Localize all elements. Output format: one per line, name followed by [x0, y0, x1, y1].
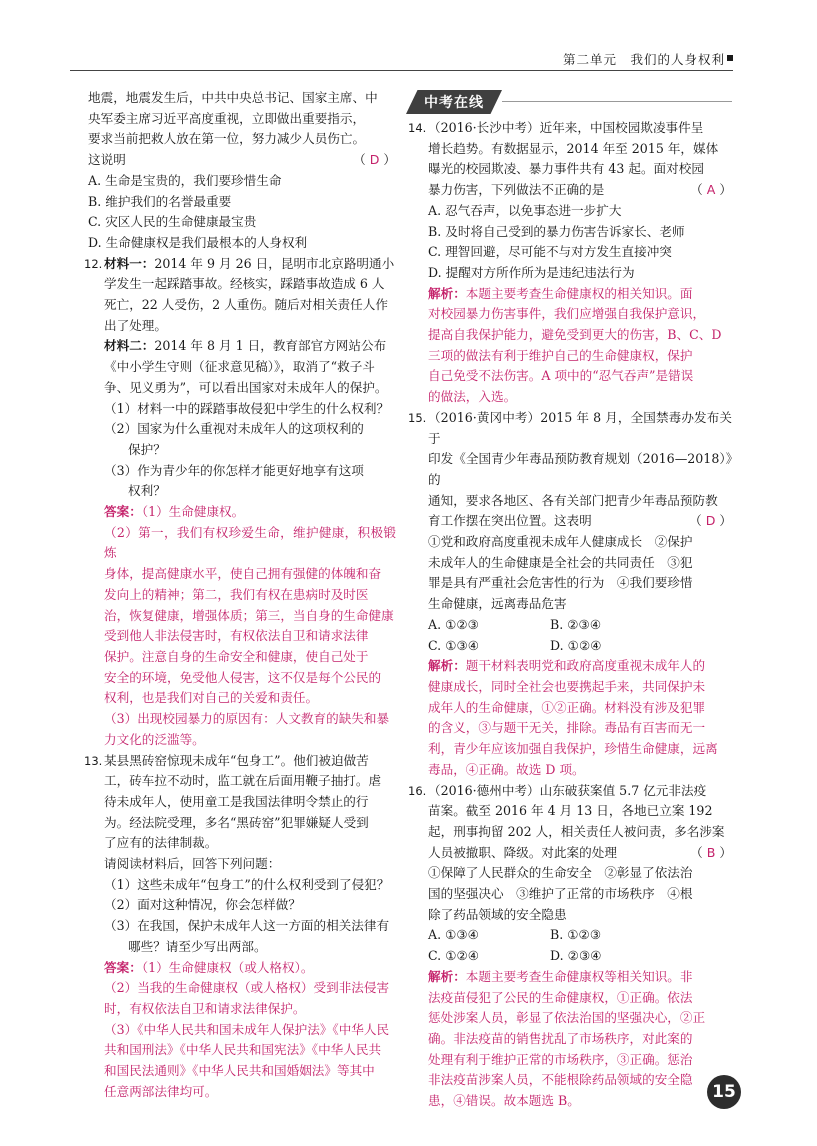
page-number: 15 — [707, 1075, 741, 1109]
q12-material-1-line: 死亡，22 人受伤，2 人重伤。随后对相关责任人作 — [104, 297, 388, 313]
q14-line: 曝光的校园欺凌、暴力事件共有 43 起。面对校园 — [428, 161, 704, 177]
q16-line: （2016·德州中考）山东破获案值 5.7 亿元非法疫 — [428, 782, 707, 798]
q14-answer: A — [706, 182, 716, 198]
q12-answer-label: 答案： — [104, 504, 142, 520]
q12-material-2-line — [104, 336, 396, 357]
q15-line: （2016·黄冈中考）2015 年 8 月，全国禁毒办发布关于 — [428, 409, 732, 446]
q11-stem-text: 这说明 — [88, 152, 126, 168]
q15-number: 15. — [408, 410, 427, 425]
q14-option-a: A. 忍气吞声，以免事态进一步扩大 — [428, 202, 622, 218]
q12-material-2-text: 2014 年 8 月 1 日，教育部官方网站公布 — [154, 338, 387, 354]
q13-sub-question: （3）在我国，保护未成年人这一方面的相关法律有 — [104, 918, 390, 934]
q16-options-row — [428, 925, 732, 946]
q13-line: 工，砖车拉不动时，监工就在后面用鞭子抽打。虐 — [104, 773, 382, 789]
question-12 — [84, 254, 396, 751]
q16-answer: B — [706, 844, 716, 860]
q14-explain-line: 提高自我保护能力，避免受到更大的伤害，B、C、D — [428, 327, 722, 343]
q13-sub-question: （2）面对这种情况，你会怎样做？ — [104, 897, 301, 913]
q14-option-c: C. 理智回避，尽可能不与对方发生直接冲突 — [428, 244, 672, 260]
q12-answer-line: （2）第一，我们有权珍爱生命，维护健康，积极锻炼 — [104, 524, 396, 561]
q13-number: 13. — [84, 753, 103, 768]
q11-line: 要求当前把救人放在第一位，努力减少人员伤亡。 — [88, 131, 366, 147]
q16-number: 16. — [408, 783, 427, 798]
q13-answer-text: （1）生命健康权（或人格权）。 — [141, 959, 314, 975]
q15-explain-line: 健康成长，同时全社会也要携起手来，共同保护未 — [428, 678, 706, 694]
q12-answer-line: 身体，提高健康水平，使自己拥有强健的体魄和奋 — [104, 566, 382, 582]
q16-statement: ①保障了人民群众的生命安全 ②彰显了依法治 — [428, 865, 693, 881]
q16-stem-text: 人员被撤职、降级。对此案的处理 — [428, 844, 617, 860]
q13-answer-line: 和国民法通则》《中华人民共和国婚姻法》等其中 — [104, 1063, 375, 1079]
q12-material-1-text: 2014 年 9 月 26 日，昆明市北京路明通小 — [154, 255, 395, 271]
q14-option-b: B. 及时将自己受到的暴力伤害告诉家长、老师 — [428, 223, 685, 239]
q16-answer-paren: （ B ） — [690, 844, 732, 860]
q16-explain-text: 本题主要考查生命健康权等相关知识。非 — [465, 968, 693, 984]
q14-explain-line: 对校园暴力伤害事件，我们应增强自我保护意识， — [428, 306, 706, 322]
q12-material-2-label: 材料二： — [104, 338, 155, 354]
question-14 — [408, 118, 732, 408]
q13-answer-line: （3）《中华人民共和国未成年人保护法》《中华人民 — [104, 1021, 390, 1037]
q15-statement: 未成年人的生命健康是全社会的共同责任 ③犯 — [428, 554, 693, 570]
q15-options-row — [428, 636, 732, 657]
q11-stem-end — [88, 150, 396, 171]
q12-sub-question: （2）国家为什么重视对未成年人的这项权利的 — [104, 421, 364, 437]
q11-option-b: B. 维护我们的名誉最重要 — [88, 193, 232, 209]
header-square-icon — [727, 55, 733, 61]
question-16 — [408, 781, 732, 1112]
q14-stem-end — [428, 180, 732, 201]
header-rule — [70, 70, 733, 71]
q12-answer-line: 保护。注意自身的生命安全和健康，使自己处于 — [104, 648, 369, 664]
q15-explain-line: 的含义，③与题干无关，排除。毒品有百害而无一 — [428, 720, 706, 736]
q16-option-c: C. ①②④ — [428, 948, 480, 964]
q11-option-a: A. 生命是宝贵的，我们要珍惜生命 — [88, 172, 282, 188]
q13-line: 请阅读材料后，回答下列问题： — [104, 856, 281, 872]
q15-explain-line: 成年人的生命健康，①②正确。材料没有涉及犯罪 — [428, 699, 706, 715]
q13-line: 为。经法院受理，多名“黑砖窑”犯罪嫌疑人受到 — [104, 814, 369, 830]
q12-material-1-line — [104, 254, 396, 275]
header-unit-title: 第二单元 我们的人身权利 — [562, 52, 725, 67]
q15-stem-text: 育工作摆在突出位置。这表明 — [428, 513, 592, 529]
q13-line: 某县黑砖窑惊现未成年“包身工”。他们被迫做苦 — [104, 752, 369, 768]
q12-sub-question-cont: 权利？ — [128, 483, 166, 499]
question-15 — [408, 408, 732, 781]
q15-explain-text: 题干材料表明党和政府高度重视未成年人的 — [465, 658, 706, 674]
q15-option-b: B. ②③④ — [550, 616, 602, 632]
q15-answer-paren: （ D ） — [689, 513, 732, 529]
q15-explain-line: 利，青少年应该加强自我保护，珍惜生命健康，远离 — [428, 741, 718, 757]
q16-statement: 除了药品领域的安全隐患 — [428, 906, 567, 922]
q16-options-row — [428, 946, 732, 967]
q14-explain-label: 解析： — [428, 285, 466, 301]
q15-statement: ①党和政府高度重视未成年人健康成长 ②保护 — [428, 534, 693, 550]
q15-explain-label: 解析： — [428, 658, 466, 674]
q12-sub-question-cont: 保护？ — [128, 441, 166, 457]
q16-option-d: D. ②③④ — [550, 948, 602, 964]
q12-answer-line: 安全的环境，免受他人侵害，这不仅是每个公民的 — [104, 669, 382, 685]
q11-option-d: D. 生命健康权是我们最根本的人身权利 — [88, 234, 308, 250]
q14-explain-text: 本题主要考查生命健康权的相关知识。面 — [465, 285, 693, 301]
q12-answer-line: 力文化的泛滥等。 — [104, 731, 205, 747]
q15-statement: 生命健康，远离毒品危害 — [428, 596, 567, 612]
q12-sub-question: （1）材料一中的踩踏事故侵犯中学生的什么权利？ — [104, 400, 390, 416]
q16-statement: 国的坚强决心 ③维护了正常的市场秩序 ④根 — [428, 886, 693, 902]
q15-stem-end — [428, 511, 732, 532]
q14-answer-paren: （ A ） — [690, 182, 732, 198]
q14-number: 14. — [408, 121, 427, 135]
q12-material-1-line: 出了处理。 — [104, 317, 167, 333]
badge-rule — [502, 101, 732, 102]
q16-explain-line: 确。非法疫苗的销售扰乱了市场秩序，对此案的 — [428, 1030, 693, 1046]
q13-line: 了应有的法律制裁。 — [104, 835, 218, 851]
q16-line: 苗案。截至 2016 年 4 月 13 日，各地已立案 192 — [428, 803, 713, 819]
q16-explain-label: 解析： — [428, 968, 466, 984]
q16-explain-line: 非法疫苗涉案人员，不能根除药品领域的安全隐 — [428, 1072, 693, 1088]
q15-answer: D — [705, 513, 716, 529]
q12-material-2-line: 争、见义勇为”，可以看出国家对未成年人的保护。 — [104, 379, 388, 395]
q16-explain-line: 惩处涉案人员，彰显了依法治国的坚强决心，②正 — [428, 1010, 706, 1026]
q14-option-d: D. 提醒对方所作所为是违纪违法行为 — [428, 264, 635, 280]
q16-explain-line — [428, 967, 732, 988]
q12-answer-line: （3）出现校园暴力的原因有：人文教育的缺失和暴 — [104, 711, 390, 727]
q12-number: 12. — [84, 256, 103, 271]
q12-material-2-line: 《中小学生守则（征求意见稿）》，取消了“救子斗 — [104, 359, 375, 375]
q15-option-c: C. ①③④ — [428, 637, 480, 653]
q12-answer-line: 治，恢复健康，增强体质；第三，当自身的生命健康 — [104, 607, 394, 623]
q11-line: 地震，地震发生后，中共中央总书记、国家主席、中 — [88, 90, 378, 105]
q13-sub-question-cont: 哪些？请至少写出两部。 — [128, 938, 267, 954]
q15-explain-line — [428, 656, 732, 677]
q13-answer-line: 时，有权依法自卫和请求法律保护。 — [104, 1000, 306, 1016]
q14-line: 增长趋势。有数据显示，2014 年至 2015 年，媒体 — [428, 140, 719, 156]
q12-answer-line — [104, 502, 396, 523]
q15-option-d: D. ①②④ — [550, 637, 602, 653]
q12-sub-question: （3）作为青少年的你怎样才能更好地享有这项 — [104, 462, 364, 478]
q12-answer-line: 权利，也是我们对自己的关爱和责任。 — [104, 690, 319, 706]
right-column — [408, 118, 732, 1112]
q16-option-a: A. ①③④ — [428, 927, 479, 943]
q14-stem-text: 暴力伤害，下列做法不正确的是 — [428, 182, 605, 198]
badge-title: 中考在线 — [424, 95, 484, 111]
q13-answer-label: 答案： — [104, 959, 142, 975]
q16-option-b: B. ①②③ — [550, 927, 602, 943]
q13-answer-line: 共和国刑法》《中华人民共和国宪法》《中华人民共 — [104, 1042, 382, 1058]
q11-answer: D — [369, 152, 380, 168]
q15-line: 通知，要求各地区、各有关部门把青少年毒品预防教 — [428, 492, 718, 508]
q15-line: 印发《全国青少年毒品预防教育规划（2016—2018）》的 — [428, 451, 732, 487]
q13-answer-line: 任意两部法律均可。 — [104, 1083, 218, 1099]
question-13 — [84, 751, 396, 1103]
q15-explain-line: 毒品，④正确。故选 D 项。 — [428, 761, 585, 777]
q12-material-1-label: 材料一： — [104, 255, 155, 271]
q16-line: 起，刑事拘留 202 人，相关责任人被问责，多名涉案 — [428, 823, 725, 839]
q12-answer-text: （1）生命健康权。 — [141, 504, 245, 520]
q11-answer-paren: （ D ） — [353, 152, 396, 168]
q14-explain-line: 的做法，入选。 — [428, 389, 517, 405]
q12-material-1-line: 学发生一起踩踏事故。经核实，踩踏事故造成 6 人 — [104, 276, 385, 292]
q16-explain-line: 法疫苗侵犯了公民的生命健康权，①正确。依法 — [428, 989, 693, 1005]
q11-line: 央军委主席习近平高度重视，立即做出重要指示， — [88, 110, 366, 126]
q14-line: （2016·长沙中考）近年来，中国校园欺凌事件呈 — [428, 120, 704, 135]
q16-explain-line: 患，④错误。故本题选 B。 — [428, 1093, 580, 1109]
left-column — [84, 88, 396, 1102]
q15-options-row — [428, 615, 732, 636]
q13-answer-line: （2）当我的生命健康权（或人格权）受到非法侵害 — [104, 980, 390, 996]
q13-answer-line — [104, 958, 396, 979]
question-11-continuation — [88, 88, 396, 254]
q15-option-a: A. ①②③ — [428, 616, 479, 632]
q13-line: 待未成年人，使用童工是我国法律明令禁止的行 — [104, 793, 369, 809]
q13-sub-question: （1）这些未成年“包身工”的什么权利受到了侵犯？ — [104, 876, 390, 892]
section-badge — [406, 90, 502, 114]
q14-explain-line: 自己免受不法伤害。A 项中的“忍气吞声”是错误 — [428, 368, 694, 384]
q16-explain-line: 处理有利于维护正常的市场秩序，③正确。惩治 — [428, 1051, 693, 1067]
q12-answer-line: 受到他人非法侵害时，有权依法自卫和请求法律 — [104, 628, 369, 644]
q12-answer-line: 发向上的精神；第二，我们有权在患病时及时医 — [104, 586, 369, 602]
q15-statement: 罪是具有严重社会危害性的行为 ④我们要珍惜 — [428, 575, 693, 591]
q11-option-c: C. 灾区人民的生命健康最宝贵 — [88, 214, 257, 230]
q14-explain-line: 三项的做法有利于维护自己的生命健康权，保护 — [428, 347, 693, 363]
q16-stem-end — [428, 843, 732, 864]
q14-explain-line — [428, 284, 732, 305]
page-header — [0, 46, 817, 74]
